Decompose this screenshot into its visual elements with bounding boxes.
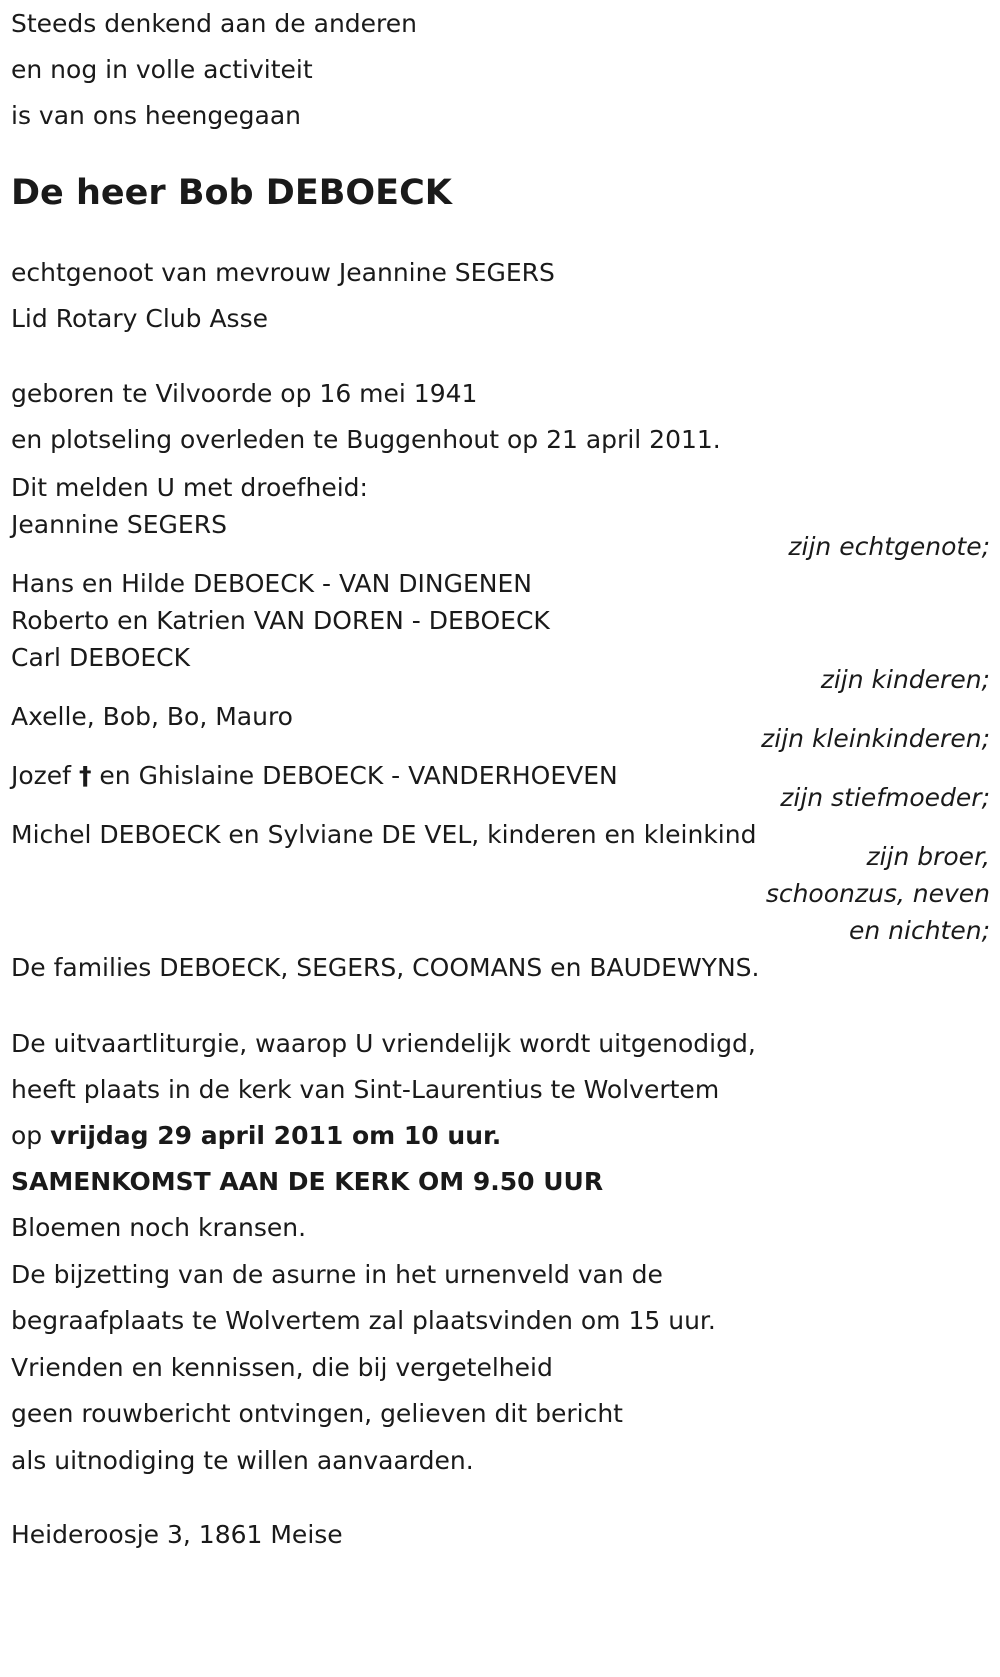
death-line: en plotseling overleden te Buggenhout op 21 april 2011. (11, 425, 721, 454)
birth-line: geboren te Vilvoorde op 16 mei 1941 (11, 379, 478, 408)
grandchildren-relation: zijn kleinkinderen; (761, 724, 990, 753)
spouse-name: Jeannine SEGERS (11, 510, 227, 539)
intro-line-1: Steeds denkend aan de anderen (11, 9, 417, 38)
grandchildren-names: Axelle, Bob, Bo, Mauro (11, 702, 293, 731)
funeral-date: vrijdag 29 april 2011 om 10 uur. (50, 1121, 502, 1150)
brother-relation-3: en nichten; (848, 916, 990, 945)
gathering-line: SAMENKOMST AAN DE KERK OM 9.50 UUR (11, 1167, 604, 1196)
spouse-relation: zijn echtgenote; (788, 532, 990, 561)
funeral-line-1: De uitvaartliturgie, waarop U vriendelijk wordt uitgenodigd, (11, 1029, 756, 1058)
families-line: De families DEBOECK, SEGERS, COOMANS en BAUDEWYNS. (11, 953, 760, 982)
children-relation: zijn kinderen; (820, 665, 990, 694)
brother-relation-1: zijn broer, (866, 842, 990, 871)
friends-line-1: Vrienden en kennissen, die bij vergetelheid (11, 1353, 553, 1382)
friends-line-2: geen rouwbericht ontvingen, gelieven dit bericht (11, 1399, 623, 1428)
flowers-line: Bloemen noch kransen. (11, 1213, 307, 1242)
stepmother-father-name: Jozef (11, 761, 71, 790)
child-3: Carl DEBOECK (11, 643, 191, 672)
brother-line: Michel DEBOECK en Sylviane DE VEL, kinderen en kleinkind (11, 820, 757, 849)
stepmother-line (11, 758, 618, 794)
child-2: Roberto en Katrien VAN DOREN - DEBOECK (11, 606, 550, 635)
child-1: Hans en Hilde DEBOECK - VAN DINGENEN (11, 569, 532, 598)
funeral-date-prefix: op (11, 1121, 43, 1150)
cross-icon: † (78, 761, 92, 790)
deceased-name: De heer Bob DEBOECK (11, 173, 452, 213)
burial-line-2: begraafplaats te Wolvertem zal plaatsvinden om 15 uur. (11, 1306, 716, 1335)
intro-line-2: en nog in volle activiteit (11, 55, 313, 84)
friends-line-3: als uitnodiging te willen aanvaarden. (11, 1446, 474, 1475)
funeral-line-3 (11, 1118, 501, 1154)
burial-line-1: De bijzetting van de asurne in het urnenveld van de (11, 1260, 663, 1289)
stepmother-relation: zijn stiefmoeder; (780, 783, 990, 812)
role-spouse: echtgenoot van mevrouw Jeannine SEGERS (11, 258, 555, 287)
stepmother-name: en Ghislaine DEBOECK - VANDERHOEVEN (99, 761, 618, 790)
announce-line: Dit melden U met droefheid: (11, 473, 368, 502)
intro-line-3: is van ons heengegaan (11, 101, 301, 130)
address-line: Heideroosje 3, 1861 Meise (11, 1520, 343, 1549)
brother-relation-2: schoonzus, neven (765, 879, 990, 908)
role-club: Lid Rotary Club Asse (11, 304, 268, 333)
funeral-line-2: heeft plaats in de kerk van Sint-Laurentius te Wolvertem (11, 1075, 720, 1104)
